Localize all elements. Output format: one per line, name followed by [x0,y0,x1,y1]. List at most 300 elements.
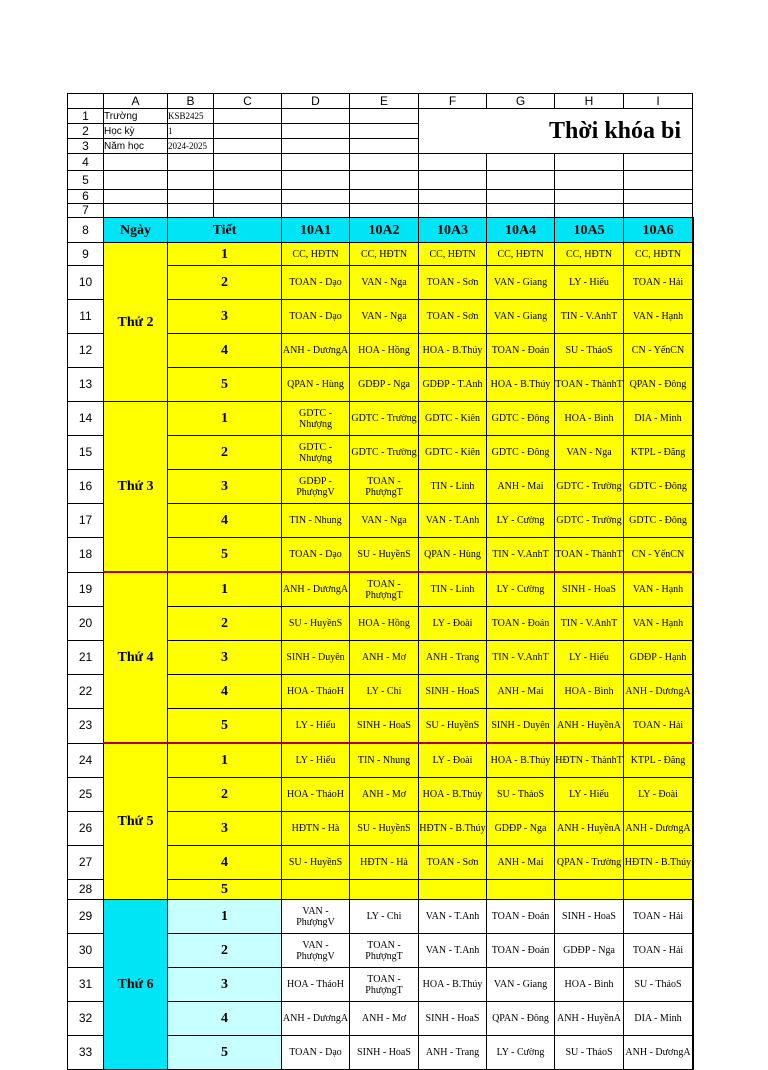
row-number[interactable]: 28 [68,880,104,900]
subject-cell[interactable]: LY - Cường [487,504,555,538]
subject-cell[interactable]: HOA - ThảoH [282,968,350,1002]
cell[interactable] [419,154,487,171]
column-header-a[interactable]: A [104,94,168,109]
subject-cell[interactable]: SU - HuyềnS [419,709,487,744]
row-number[interactable]: 9 [68,243,104,266]
subject-cell[interactable]: SINH - HoaS [419,675,487,709]
period-cell[interactable]: 4 [168,675,282,709]
subject-cell[interactable]: VAN - Nga [555,436,624,470]
column-header-h[interactable]: H [555,94,624,109]
column-header-d[interactable]: D [282,94,350,109]
subject-cell[interactable]: GDTC - Nhượng [282,402,350,436]
subject-cell[interactable] [693,968,694,1002]
subject-cell[interactable]: SINH - HoaS [350,709,419,744]
cell[interactable] [350,124,419,139]
cell[interactable] [282,204,350,218]
subject-cell[interactable] [693,300,694,334]
subject-cell[interactable]: SU - ThảoS [555,1036,624,1070]
cell[interactable] [214,204,282,218]
row-number[interactable]: 31 [68,968,104,1002]
subject-cell[interactable]: HOA - B.Thúy [419,778,487,812]
row-number[interactable]: 24 [68,743,104,778]
subject-cell[interactable] [693,641,694,675]
subject-cell[interactable] [693,900,694,934]
row-number[interactable]: 18 [68,538,104,573]
day-column-header[interactable]: Ngày [104,218,168,243]
subject-cell[interactable] [693,880,694,900]
subject-cell[interactable] [624,880,693,900]
subject-cell[interactable]: LY - Hiếu [555,641,624,675]
subject-cell[interactable]: TOAN - Sơn [419,846,487,880]
cell[interactable] [487,190,555,204]
class-10a7-header[interactable] [693,218,694,243]
cell[interactable] [350,139,419,154]
subject-cell[interactable]: HOA - B.Thúy [419,968,487,1002]
row-number[interactable]: 7 [68,204,104,218]
subject-cell[interactable]: LY - Hiếu [282,743,350,778]
subject-cell[interactable]: SINH - Duyên [487,709,555,744]
subject-cell[interactable]: HOA - B.Thúy [419,334,487,368]
subject-cell[interactable]: ANH - Mai [487,470,555,504]
subject-cell[interactable]: ANH - Mai [487,675,555,709]
subject-cell[interactable] [693,538,694,573]
subject-cell[interactable]: SU - ThảoS [487,778,555,812]
subject-cell[interactable]: CC, HĐTN [487,243,555,266]
subject-cell[interactable]: TOAN - ThànhT [555,538,624,573]
row-number[interactable]: 20 [68,607,104,641]
subject-cell[interactable] [487,880,555,900]
subject-cell[interactable] [693,743,694,778]
cell[interactable] [104,171,168,190]
subject-cell[interactable]: VAN - Giang [487,968,555,1002]
column-header-b[interactable]: B [168,94,214,109]
subject-cell[interactable]: TOAN - Hải [624,266,693,300]
subject-cell[interactable]: HOA - ThảoH [282,778,350,812]
subject-cell[interactable] [693,846,694,880]
year-label[interactable]: Năm học [104,139,168,154]
period-cell[interactable]: 3 [168,641,282,675]
cell[interactable] [214,124,282,139]
subject-cell[interactable] [693,243,694,266]
subject-cell[interactable]: VAN - T.Anh [419,504,487,538]
subject-cell[interactable]: HOA - ThảoH [282,675,350,709]
cell[interactable] [282,124,350,139]
cell[interactable] [555,204,624,218]
subject-cell[interactable] [555,880,624,900]
subject-cell[interactable]: TOAN - Đoán [487,900,555,934]
subject-cell[interactable]: TOAN - Hải [624,934,693,968]
subject-cell[interactable] [693,266,694,300]
subject-cell[interactable]: GDĐP - Nga [350,368,419,402]
cell[interactable] [214,109,282,124]
cell[interactable] [168,154,214,171]
subject-cell[interactable]: LY - Cường [487,572,555,607]
subject-cell[interactable]: LY - Hiếu [282,709,350,744]
cell[interactable] [419,204,487,218]
subject-cell[interactable]: LY - Hiếu [555,266,624,300]
subject-cell[interactable] [693,709,694,744]
subject-cell[interactable]: ANH - Mai [487,846,555,880]
row-number[interactable]: 12 [68,334,104,368]
subject-cell[interactable]: LY - Cường [487,1036,555,1070]
subject-cell[interactable] [419,880,487,900]
cell[interactable] [214,190,282,204]
subject-cell[interactable]: ANH - DươngA [282,1002,350,1036]
subject-cell[interactable]: HOA - Bình [555,968,624,1002]
row-number[interactable]: 27 [68,846,104,880]
subject-cell[interactable]: QPAN - Đông [487,1002,555,1036]
subject-cell[interactable]: VAN - Giang [487,300,555,334]
period-cell[interactable]: 2 [168,934,282,968]
subject-cell[interactable]: SU - HuyềnS [282,607,350,641]
subject-cell[interactable]: TOAN - PhượngT [350,934,419,968]
subject-cell[interactable] [693,402,694,436]
class-10a5-header[interactable]: 10A5 [555,218,624,243]
cell[interactable] [555,190,624,204]
subject-cell[interactable] [693,334,694,368]
subject-cell[interactable]: GDTC - Đông [487,402,555,436]
subject-cell[interactable] [282,880,350,900]
subject-cell[interactable]: CC, HĐTN [555,243,624,266]
subject-cell[interactable]: VAN - PhượngV [282,934,350,968]
subject-cell[interactable] [693,675,694,709]
subject-cell[interactable]: VAN - Nga [350,504,419,538]
day-cell[interactable]: Thứ 3 [104,402,168,573]
subject-cell[interactable]: VAN - Nga [350,266,419,300]
cell[interactable] [487,154,555,171]
cell[interactable] [350,109,419,124]
cell[interactable] [555,154,624,171]
subject-cell[interactable]: TOAN - Sơn [419,266,487,300]
subject-cell[interactable]: TIN - Nhung [350,743,419,778]
subject-cell[interactable]: TOAN - Đoán [487,334,555,368]
row-number[interactable]: 3 [68,139,104,154]
class-10a3-header[interactable]: 10A3 [419,218,487,243]
row-number[interactable]: 4 [68,154,104,171]
subject-cell[interactable]: GDTC - Trường [555,504,624,538]
row-number[interactable]: 17 [68,504,104,538]
subject-cell[interactable]: GDTC - Kiên [419,402,487,436]
cell[interactable] [282,171,350,190]
subject-cell[interactable]: VAN - Giang [487,266,555,300]
period-cell[interactable]: 5 [168,880,282,900]
subject-cell[interactable]: ANH - Mơ [350,641,419,675]
subject-cell[interactable]: VAN - Nga [350,300,419,334]
period-cell[interactable]: 3 [168,300,282,334]
subject-cell[interactable]: GDTC - Trường [555,470,624,504]
cell[interactable] [282,154,350,171]
subject-cell[interactable]: LY - Hiếu [555,778,624,812]
cell[interactable] [624,204,693,218]
subject-cell[interactable]: VAN - T.Anh [419,900,487,934]
term-label[interactable]: Học kỳ [104,124,168,139]
subject-cell[interactable]: VAN - Hạnh [624,300,693,334]
subject-cell[interactable]: SU - ThảoS [624,968,693,1002]
subject-cell[interactable]: TOAN - Dạo [282,538,350,573]
subject-cell[interactable]: ANH - Mơ [350,778,419,812]
subject-cell[interactable]: GDĐP - Hạnh [624,641,693,675]
column-header-g[interactable]: G [487,94,555,109]
subject-cell[interactable]: ANH - Trang [419,641,487,675]
row-number[interactable]: 10 [68,266,104,300]
period-cell[interactable]: 3 [168,470,282,504]
subject-cell[interactable] [693,812,694,846]
subject-cell[interactable]: TOAN - Hải [624,900,693,934]
period-cell[interactable]: 5 [168,368,282,402]
subject-cell[interactable]: CN - YếnCN [624,334,693,368]
cell[interactable] [282,109,350,124]
subject-cell[interactable]: HĐTN - Hà [282,812,350,846]
subject-cell[interactable] [693,1002,694,1036]
subject-cell[interactable]: CN - YếnCN [624,538,693,573]
cell[interactable] [624,154,693,171]
subject-cell[interactable]: QPAN - Trường [555,846,624,880]
subject-cell[interactable] [693,470,694,504]
period-cell[interactable]: 1 [168,572,282,607]
subject-cell[interactable]: HOA - Bình [555,402,624,436]
subject-cell[interactable]: SINH - HoaS [555,900,624,934]
subject-cell[interactable] [693,572,694,607]
cell[interactable] [419,171,487,190]
row-number[interactable]: 14 [68,402,104,436]
day-cell[interactable]: Thứ 5 [104,743,168,900]
subject-cell[interactable]: TIN - V.AnhT [487,641,555,675]
subject-cell[interactable]: KTPL - Đăng [624,436,693,470]
subject-cell[interactable] [693,934,694,968]
subject-cell[interactable]: ANH - Mơ [350,1002,419,1036]
cell[interactable] [350,190,419,204]
cell[interactable] [419,190,487,204]
subject-cell[interactable]: GDĐP - T.Anh [419,368,487,402]
subject-cell[interactable]: VAN - Hạnh [624,572,693,607]
cell[interactable] [282,139,350,154]
column-header-e[interactable]: E [350,94,419,109]
class-10a1-header[interactable]: 10A1 [282,218,350,243]
term-value[interactable]: 1 [168,124,214,139]
row-number[interactable]: 21 [68,641,104,675]
period-cell[interactable]: 4 [168,1002,282,1036]
cell[interactable] [487,204,555,218]
subject-cell[interactable]: GDTC - Đông [487,436,555,470]
column-header-i[interactable]: I [624,94,693,109]
corner-cell[interactable] [68,94,104,109]
subject-cell[interactable]: QPAN - Hùng [282,368,350,402]
subject-cell[interactable]: SINH - HoaS [555,572,624,607]
subject-cell[interactable]: TIN - V.AnhT [487,538,555,573]
subject-cell[interactable]: SU - HuyềnS [350,812,419,846]
row-number[interactable]: 1 [68,109,104,124]
class-10a4-header[interactable]: 10A4 [487,218,555,243]
subject-cell[interactable]: TOAN - Đoán [487,607,555,641]
subject-cell[interactable]: HĐTN - B.Thúy [624,846,693,880]
subject-cell[interactable]: SU - HuyềnS [350,538,419,573]
subject-cell[interactable]: TIN - Nhung [282,504,350,538]
subject-cell[interactable]: ANH - HuyềnA [555,812,624,846]
row-number[interactable]: 30 [68,934,104,968]
row-number[interactable]: 16 [68,470,104,504]
subject-cell[interactable] [693,607,694,641]
subject-cell[interactable]: TOAN - Đoán [487,934,555,968]
subject-cell[interactable]: VAN - PhượngV [282,900,350,934]
cell[interactable] [282,190,350,204]
subject-cell[interactable]: TIN - V.AnhT [555,300,624,334]
subject-cell[interactable]: CC, HĐTN [350,243,419,266]
period-cell[interactable]: 5 [168,709,282,744]
period-cell[interactable]: 4 [168,846,282,880]
subject-cell[interactable]: GDTC - Trường [350,402,419,436]
subject-cell[interactable]: DIA - Minh [624,402,693,436]
row-number[interactable]: 2 [68,124,104,139]
subject-cell[interactable]: TOAN - PhượngT [350,572,419,607]
school-value[interactable]: KSB2425 [168,109,214,124]
period-cell[interactable]: 1 [168,243,282,266]
sheet-title[interactable]: Thời khóa bi [419,109,693,154]
row-number[interactable]: 13 [68,368,104,402]
subject-cell[interactable]: TOAN - PhượngT [350,968,419,1002]
cell[interactable] [168,204,214,218]
subject-cell[interactable]: VAN - Hạnh [624,607,693,641]
cell[interactable] [104,154,168,171]
cell[interactable] [214,171,282,190]
subject-cell[interactable]: ANH - HuyềnA [555,1002,624,1036]
subject-cell[interactable]: SINH - HoaS [350,1036,419,1070]
period-cell[interactable]: 2 [168,778,282,812]
cell[interactable] [104,190,168,204]
period-cell[interactable]: 2 [168,607,282,641]
subject-cell[interactable]: HOA - Bình [555,675,624,709]
subject-cell[interactable]: GDTC - Trường [350,436,419,470]
subject-cell[interactable]: TOAN - Dạo [282,1036,350,1070]
subject-cell[interactable]: TOAN - Sơn [419,300,487,334]
period-cell[interactable]: 1 [168,743,282,778]
subject-cell[interactable] [693,504,694,538]
subject-cell[interactable]: TOAN - Dạo [282,266,350,300]
subject-cell[interactable]: SINH - HoaS [419,1002,487,1036]
row-number[interactable]: 19 [68,572,104,607]
day-cell[interactable]: Thứ 2 [104,243,168,402]
subject-cell[interactable]: TIN - Linh [419,470,487,504]
cell[interactable] [487,171,555,190]
subject-cell[interactable]: HOA - B.Thúy [487,743,555,778]
subject-cell[interactable]: CC, HĐTN [624,243,693,266]
subject-cell[interactable]: LY - Đoài [419,743,487,778]
period-cell[interactable]: 2 [168,266,282,300]
period-cell[interactable]: 3 [168,812,282,846]
subject-cell[interactable] [693,1036,694,1070]
subject-cell[interactable]: SINH - Duyên [282,641,350,675]
period-cell[interactable]: 5 [168,1036,282,1070]
day-cell[interactable]: Thứ 6 [104,900,168,1070]
subject-cell[interactable]: LY - Đoài [419,607,487,641]
column-header-f[interactable]: F [419,94,487,109]
row-number[interactable]: 25 [68,778,104,812]
cell[interactable] [350,204,419,218]
subject-cell[interactable]: TOAN - Dạo [282,300,350,334]
subject-cell[interactable]: ANH - DươngA [282,572,350,607]
row-number[interactable]: 29 [68,900,104,934]
subject-cell[interactable] [693,436,694,470]
cell[interactable] [168,190,214,204]
subject-cell[interactable]: CC, HĐTN [419,243,487,266]
subject-cell[interactable]: HOA - Hồng [350,334,419,368]
subject-cell[interactable]: ANH - DươngA [624,812,693,846]
subject-cell[interactable]: GDĐP - PhượngV [282,470,350,504]
subject-cell[interactable]: QPAN - Hùng [419,538,487,573]
cell[interactable] [168,171,214,190]
period-cell[interactable]: 1 [168,402,282,436]
cell[interactable] [214,154,282,171]
period-cell[interactable]: 1 [168,900,282,934]
row-number[interactable]: 33 [68,1036,104,1070]
period-cell[interactable]: 3 [168,968,282,1002]
subject-cell[interactable]: HOA - Hồng [350,607,419,641]
subject-cell[interactable]: LY - Chi [350,675,419,709]
subject-cell[interactable]: CC, HĐTN [282,243,350,266]
subject-cell[interactable] [350,880,419,900]
subject-cell[interactable]: HĐTN - B.Thúy [419,812,487,846]
subject-cell[interactable]: GDTC - Nhượng [282,436,350,470]
subject-cell[interactable]: SU - HuyềnS [282,846,350,880]
row-number[interactable]: 22 [68,675,104,709]
day-cell[interactable]: Thứ 4 [104,572,168,743]
subject-cell[interactable]: LY - Chi [350,900,419,934]
row-number[interactable]: 32 [68,1002,104,1036]
column-header-c[interactable]: C [214,94,282,109]
subject-cell[interactable]: HĐTN - Hà [350,846,419,880]
subject-cell[interactable]: TIN - V.AnhT [555,607,624,641]
subject-cell[interactable]: VAN - T.Anh [419,934,487,968]
subject-cell[interactable]: GDTC - Kiên [419,436,487,470]
cell[interactable] [350,154,419,171]
subject-cell[interactable]: TOAN - Hải [624,709,693,744]
year-value[interactable]: 2024-2025 [168,139,214,154]
subject-cell[interactable]: KTPL - Đăng [624,743,693,778]
class-10a2-header[interactable]: 10A2 [350,218,419,243]
subject-cell[interactable]: ANH - DươngA [624,675,693,709]
subject-cell[interactable] [693,778,694,812]
subject-cell[interactable]: GDĐP - Nga [555,934,624,968]
row-number[interactable]: 5 [68,171,104,190]
subject-cell[interactable] [693,368,694,402]
period-cell[interactable]: 2 [168,436,282,470]
subject-cell[interactable]: GDTC - Đông [624,504,693,538]
subject-cell[interactable]: ANH - DươngA [624,1036,693,1070]
subject-cell[interactable]: GDTC - Đông [624,470,693,504]
subject-cell[interactable]: TOAN - ThànhT [555,368,624,402]
period-cell[interactable]: 4 [168,334,282,368]
class-10a6-header[interactable]: 10A6 [624,218,693,243]
subject-cell[interactable]: TIN - Linh [419,572,487,607]
subject-cell[interactable]: HĐTN - ThànhT [555,743,624,778]
subject-cell[interactable]: ANH - Trang [419,1036,487,1070]
subject-cell[interactable]: LY - Đoài [624,778,693,812]
row-number[interactable]: 23 [68,709,104,744]
period-column-header[interactable]: Tiết [168,218,282,243]
cell[interactable] [214,139,282,154]
subject-cell[interactable]: ANH - DươngA [282,334,350,368]
row-number[interactable]: 26 [68,812,104,846]
row-number[interactable]: 11 [68,300,104,334]
subject-cell[interactable]: SU - ThảoS [555,334,624,368]
subject-cell[interactable]: HOA - B.Thúy [487,368,555,402]
cell[interactable] [624,171,693,190]
cell[interactable] [350,171,419,190]
row-number[interactable]: 15 [68,436,104,470]
period-cell[interactable]: 5 [168,538,282,573]
school-label[interactable]: Trường [104,109,168,124]
cell[interactable] [104,204,168,218]
subject-cell[interactable]: GDĐP - Nga [487,812,555,846]
